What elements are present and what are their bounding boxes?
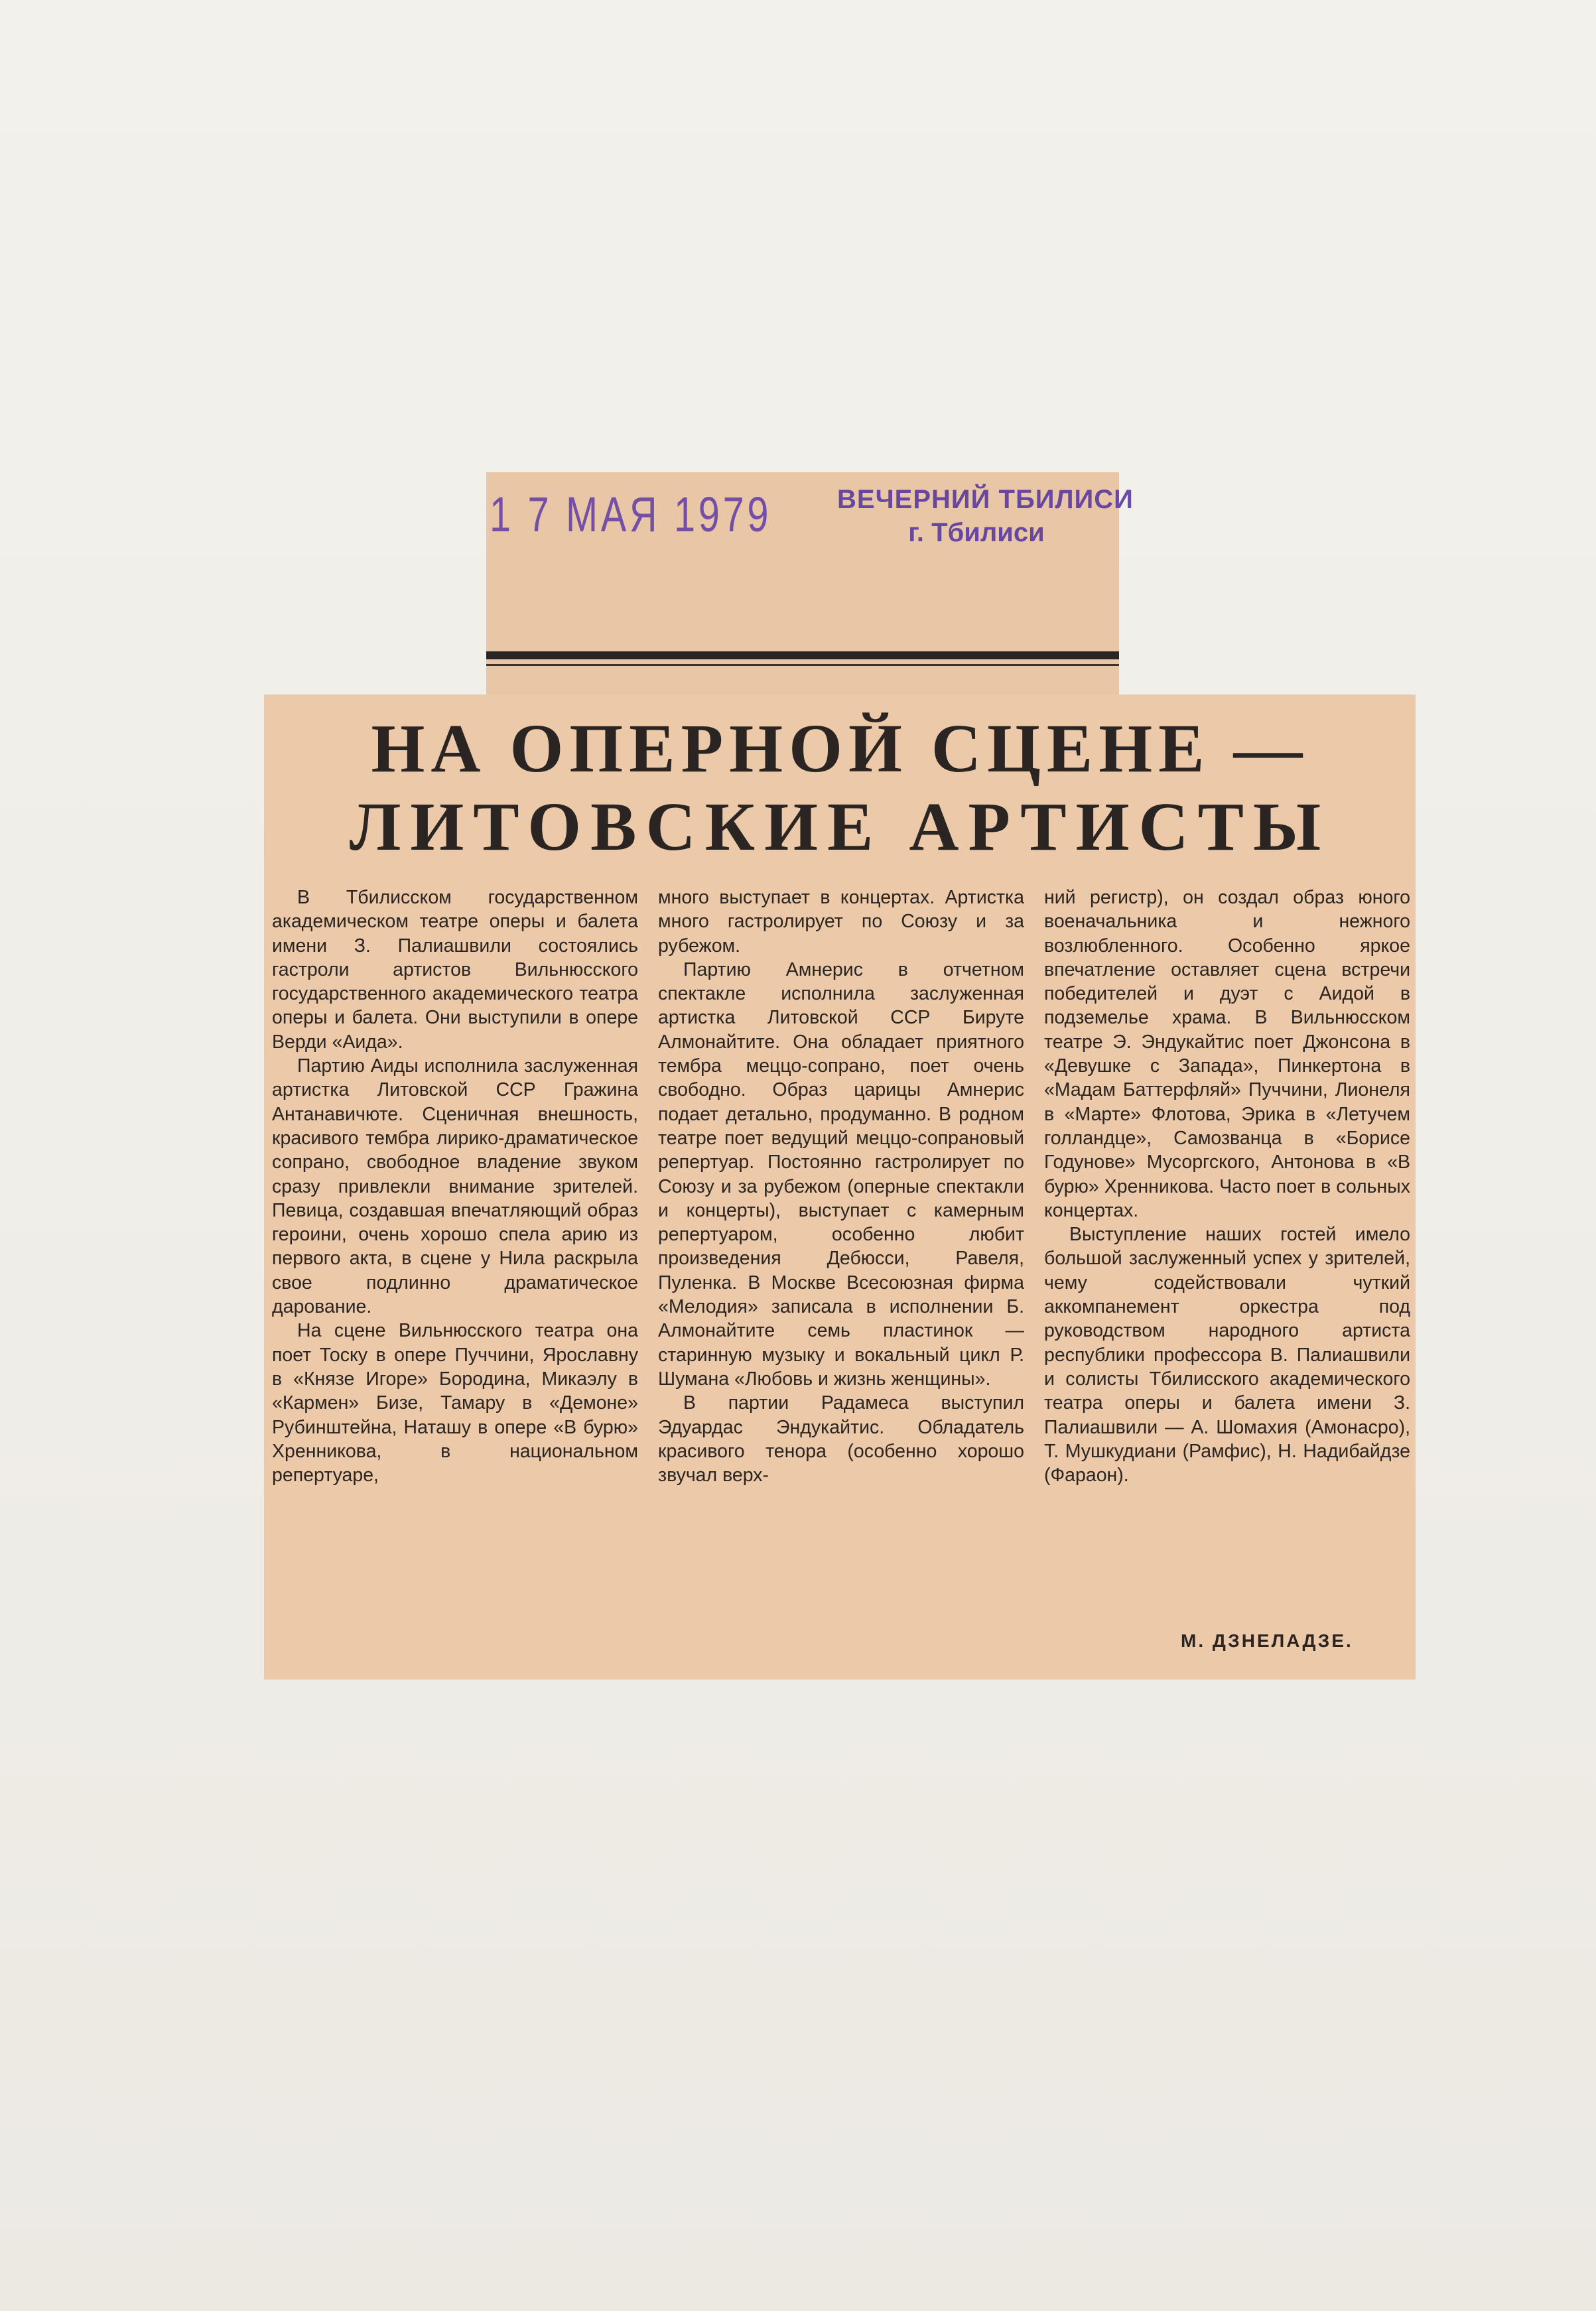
article-headline bbox=[264, 710, 1416, 866]
paragraph: В партии Радамеса выступил Эдуардас Эндукайтис. Обладатель красивого тенора (особенно хорошо звучал верх- bbox=[658, 1392, 1024, 1486]
paragraph: В Тбилисском государственном академическом театре оперы и балета имени З. Палиашвили состоялись гастроли артистов Вильнюсского государственного академического театра оперы и балета. Они выступили в опере Верди «Аида». bbox=[272, 887, 638, 1053]
paragraph: Выступление наших гостей имело большой заслуженный успех у зрителей, чему содействовали чуткий аккомпанемент оркестра под руководством народного артиста республики профессора В. Палиашвили и солисты Тбилисского академического театра оперы и балета имени З. Палиашвили — А. Шомахия (Амонасро), Т. Мушкудиани (Рамфис), Н. Надибайдзе (Фараон). bbox=[1044, 1224, 1410, 1486]
headline-line-2: ЛИТОВСКИЕ АРТИСТЫ bbox=[349, 789, 1331, 865]
masthead-rule-thin bbox=[486, 664, 1119, 666]
paragraph: много выступает в концертах. Артистка много гастролирует по Союзу и за рубежом. bbox=[658, 887, 1024, 957]
newspaper-stamp bbox=[837, 485, 1134, 547]
date-stamp: 1 7 МАЯ 1979 bbox=[490, 487, 772, 542]
newspaper-name: ВЕЧЕРНИЙ ТБИЛИСИ bbox=[837, 485, 1134, 514]
paragraph: ний регистр), он создал образ юного военачальника и нежного возлюбленного. Особенно яркое впечатление оставляет сцена встречи победителей и дуэт с Аидой в подземелье храма. В Вильнюсском театре Э. Эндукайтис поет Джонсона в «Девушке с Запада», Пинкертона в «Мадам Баттерфляй» Пуччини, Лионеля в «Марте» Флотова, Эрика в «Летучем голландце», Самозванца в «Борисе Годунове» Мусоргского, Антонова в «В бурю» Хренникова. Часто поет в сольных концертах. bbox=[1044, 887, 1410, 1221]
paragraph: На сцене Вильнюсского театра она поет Тоску в опере Пуччини, Ярославну в «Князе Игоре» Бородина, Микаэлу в «Кармен» Бизе, Тамару в «Демоне» Рубинштейна, Наташу в опере «В бурю» Хренникова, в национальном репертуаре, bbox=[272, 1320, 638, 1486]
article-column-1 bbox=[272, 886, 638, 1487]
paragraph: Партию Аиды исполнила заслуженная артистка Литовской ССР Гражина Антанавичюте. Сценичная внешность, красивого тембра лирико-драматическое сопрано, свободное владение звуком сразу привлекли внимание зрителей. Певица, создавшая впечатляющий образ героини, очень хорошо спела арию из первого акта, в сцене у Нила раскрыла свое подлинно драматическое дарование. bbox=[272, 1055, 638, 1318]
article-byline: М. ДЗНЕЛАДЗЕ. bbox=[1181, 1630, 1353, 1651]
article-body bbox=[272, 886, 1410, 1487]
headline-line-1: НА ОПЕРНОЙ СЦЕНЕ — bbox=[371, 710, 1309, 787]
newspaper-city: г. Тбилиси bbox=[908, 518, 1045, 547]
article-column-3 bbox=[1044, 886, 1410, 1487]
paragraph: Партию Амнерис в отчетном спектакле исполнила заслуженная артистка Литовской ССР Бируте Алмонайтите. Она обладает приятного тембра меццо-сопрано, поет очень свободно. Образ царицы Амнерис подает детально, продуманно. В родном театре поет ведущий меццо-сопрановый репертуар. Постоянно гастролирует по Союзу и за рубежом (оперные спектакли и концерты), выступает с камерным репертуаром, особенно любит произведения Дебюсси, Равеля, Пуленка. В Москве Всесоюзная фирма «Мелодия» записала в исполнении Б. Алмонайтите семь пластинок — старинную музыку и вокальный цикл Р. Шумана «Любовь и жизнь женщины». bbox=[658, 958, 1024, 1390]
article-column-2 bbox=[658, 886, 1024, 1487]
masthead-rule bbox=[486, 651, 1119, 659]
